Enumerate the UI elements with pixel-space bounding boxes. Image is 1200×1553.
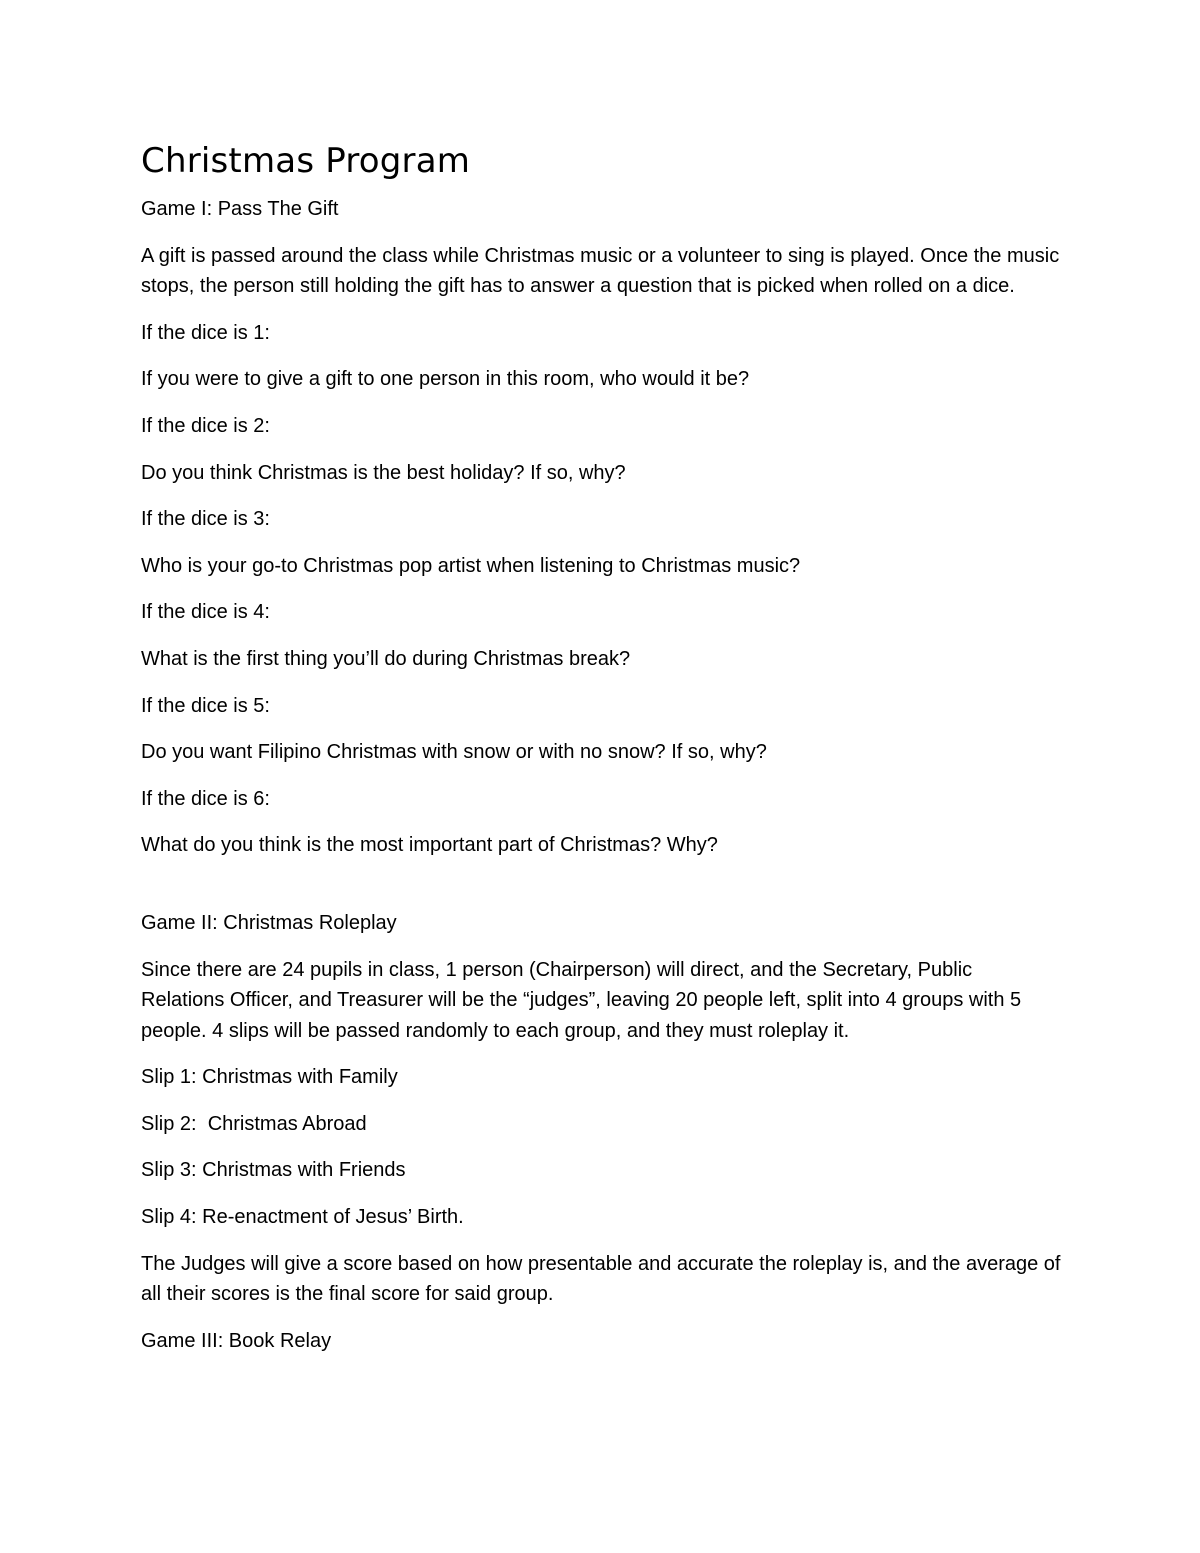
slip-3: Slip 3: Christmas with Friends (141, 1159, 406, 1182)
game2-heading: Game II: Christmas Roleplay (141, 911, 397, 934)
game3-heading: Game III: Book Relay (141, 1329, 332, 1352)
dice-4-label: If the dice is 4: (141, 601, 270, 624)
dice-3-question: Who is your go-to Christmas pop artist when listening to Christmas music? (141, 554, 801, 577)
dice-1-label: If the dice is 1: (141, 321, 270, 344)
dice-1-question: If you were to give a gift to one person in this room, who would it be? (141, 368, 750, 391)
dice-4-question: What is the first thing you’ll do during Christmas break? (141, 647, 631, 670)
game1-heading: Game I: Pass The Gift (141, 198, 339, 220)
blank-line (141, 877, 1061, 908)
dice-6-label: If the dice is 6: (141, 787, 270, 810)
slip-4: Slip 4: Re-enactment of Jesus’ Birth. (141, 1206, 464, 1229)
dice-3-label: If the dice is 3: (141, 508, 270, 531)
dice-6-question: What do you think is the most important part of Christmas? Why? (141, 834, 718, 857)
game1-description: A gift is passed around the class while Christmas music or a volunteer to sing is played. Once the music stops, the person still holding the gift has to answer a question that is picked when rolled on a dice. (141, 244, 1060, 298)
dice-2-label: If the dice is 2: (141, 414, 270, 437)
game2-scoring: The Judges will give a score based on how presentable and accurate the roleplay is, and the average of all their scores is the final score for said group. (141, 1252, 1061, 1306)
slip-2: Slip 2: Christmas Abroad (141, 1112, 367, 1135)
document-title: Christmas Program (141, 141, 471, 181)
document-body (141, 138, 1061, 1372)
dice-5-question: Do you want Filipino Christmas with snow or with no snow? If so, why? (141, 741, 767, 764)
dice-2-question: Do you think Christmas is the best holiday? If so, why? (141, 461, 626, 484)
game2-description: Since there are 24 pupils in class, 1 person (Chairperson) will direct, and the Secretary, Public Relations Officer, and Treasurer will be the “judges”, leaving 20 people left, split into 4 groups with 5 people. 4 slips will be passed randomly to each group, and they must roleplay it. (141, 958, 1022, 1042)
dice-5-label: If the dice is 5: (141, 694, 270, 717)
slip-1: Slip 1: Christmas with Family (141, 1066, 398, 1089)
